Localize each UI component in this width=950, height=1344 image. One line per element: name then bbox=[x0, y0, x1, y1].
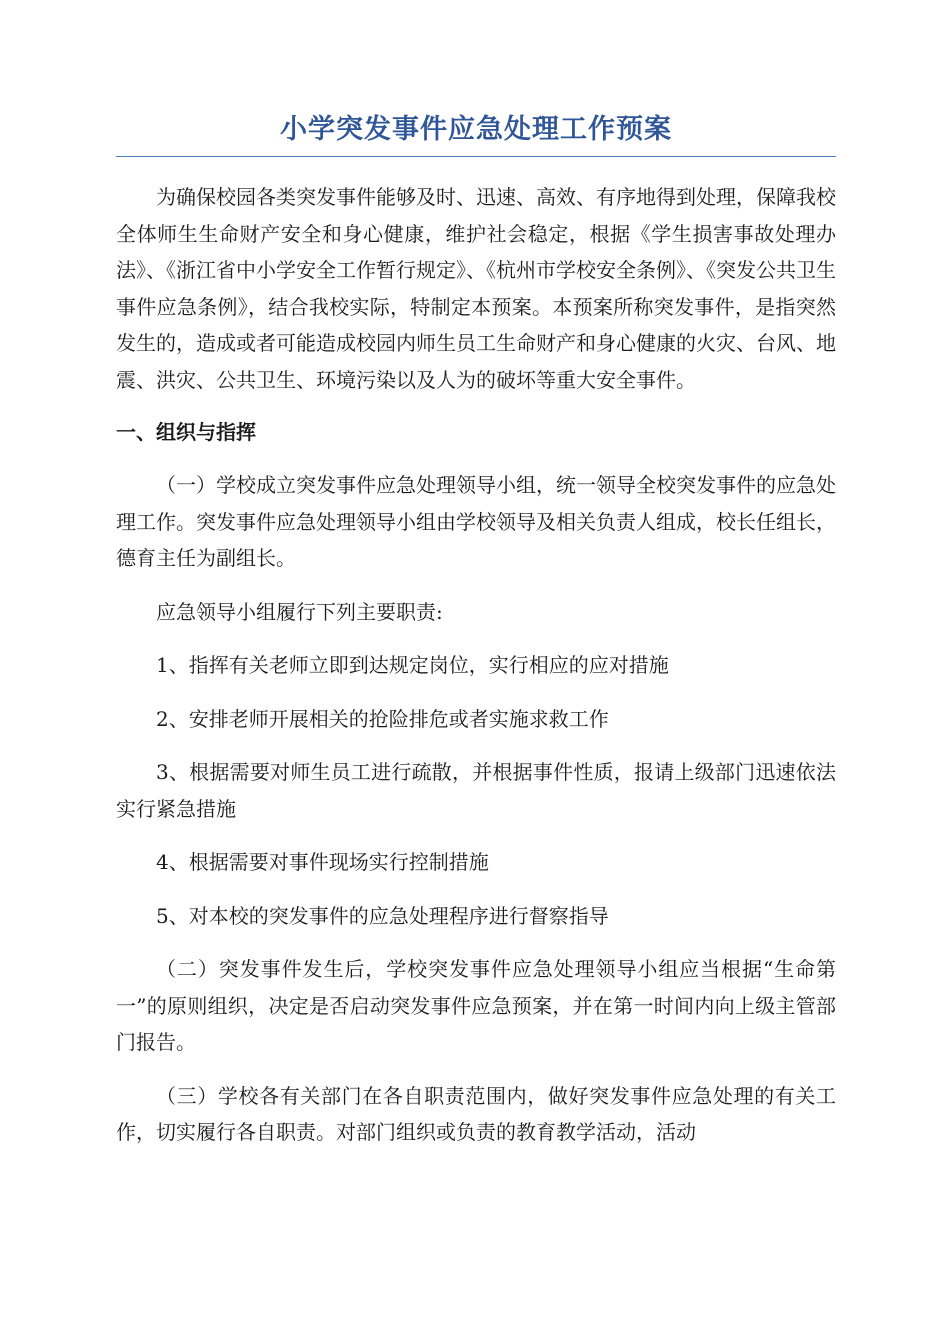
duty-item: 5、对本校的突发事件的应急处理程序进行督察指导 bbox=[156, 903, 609, 928]
duties-intro: 应急领导小组履行下列主要职责: bbox=[156, 599, 443, 624]
section-paragraph-1: （一）学校成立突发事件应急处理领导小组，统一领导全校突发事件的应急处理工作。突发事件应急处理领导小组由学校领导及相关负责人组成，校长任组长，德育主任为副组长。 bbox=[116, 473, 836, 570]
intro-paragraph: 为确保校园各类突发事件能够及时、迅速、高效、有序地得到处理，保障我校全体师生生命财产安全和身心健康，维护社会稳定，根据《学生损害事故处理办法》、《浙江省中小学安全工作暂行规定》、《杭州市学校安全条例》、《突发公共卫生事件应急条例》，结合我校实际，特制定本预案。本预案所称突发事件，是指突然发生的，造成或者可能造成校园内师生员工生命财产和身心健康的火灾、台风、地震、洪灾、公共卫生、环境污染以及人为的破坏等重大安全事件。 bbox=[116, 185, 836, 392]
duty-item: 2、安排老师开展相关的抢险排危或者实施求救工作 bbox=[156, 706, 609, 731]
document-title: 小学突发事件应急处理工作预案 bbox=[116, 110, 836, 157]
duty-item: 4、根据需要对事件现场实行控制措施 bbox=[156, 850, 489, 874]
section-paragraph-2: （二）突发事件发生后，学校突发事件应急处理领导小组应当根据“生命第一”的原则组织，决定是否启动突发事件应急预案，并在第一时间内向上级主管部门报告。 bbox=[116, 957, 836, 1054]
duty-item: 1、指挥有关老师立即到达规定岗位，实行相应的应对措施 bbox=[156, 653, 669, 677]
duty-item: 3、根据需要对师生员工进行疏散，并根据事件性质，报请上级部门迅速依法实行紧急措施 bbox=[116, 760, 836, 821]
document-page bbox=[116, 110, 836, 1151]
section-paragraph-3: （三）学校各有关部门在各自职责范围内，做好突发事件应急处理的有关工作，切实履行各自职责。对部门组织或负责的教育教学活动，活动 bbox=[116, 1083, 836, 1144]
section-heading: 一、组织与指挥 bbox=[116, 420, 256, 444]
